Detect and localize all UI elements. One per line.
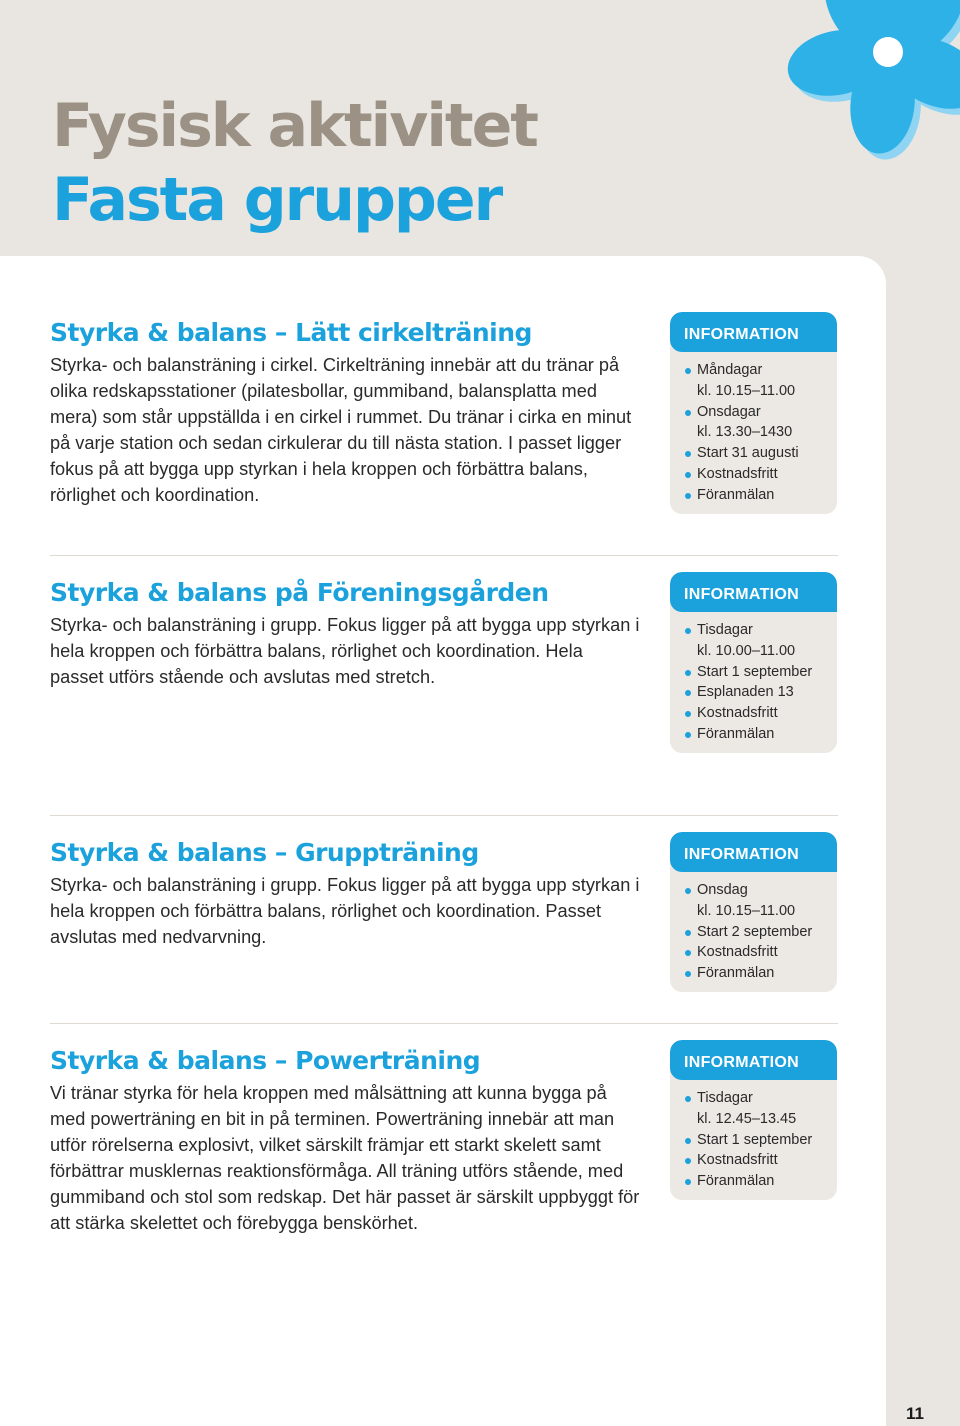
info-item-cost: Kostnadsfritt <box>684 942 837 963</box>
section-divider <box>50 555 838 556</box>
info-item-registration: Föranmälan <box>684 485 837 506</box>
info-item-location: Esplanaden 13 <box>684 682 837 703</box>
info-item-registration: Föranmälan <box>684 1171 837 1192</box>
info-list <box>670 352 837 514</box>
activity-section-foreningsgarden <box>50 578 838 742</box>
info-box <box>670 1040 837 1200</box>
info-item-start: Start 1 september <box>684 662 837 683</box>
info-box-title: INFORMATION <box>670 1040 837 1080</box>
section-heading: Styrka & balans – Lätt cirkelträning <box>50 318 532 347</box>
info-list <box>670 1080 837 1200</box>
page-title-line-1: Fysisk aktivitet <box>52 91 537 161</box>
section-description: Styrka- och balansträning i grupp. Fokus ligger på att bygga upp styrkan i hela kroppen och förbättra balans, rörlighet och koordination. Passet avslutas med nedvarvning. <box>50 875 640 947</box>
page-number: 11 <box>906 1404 924 1423</box>
info-item-cost: Kostnadsfritt <box>684 703 837 724</box>
info-box-title: INFORMATION <box>670 832 837 872</box>
info-box <box>670 312 837 514</box>
content-card <box>0 256 886 1426</box>
info-box <box>670 832 837 992</box>
info-item-start: Start 1 september <box>684 1130 837 1151</box>
info-box <box>670 572 837 753</box>
info-item-time: kl. 10.15–11.00 <box>697 902 796 919</box>
info-item-time: kl. 10.00–11.00 <box>697 642 796 659</box>
info-box-title: INFORMATION <box>670 572 837 612</box>
info-item-day: Tisdagar <box>684 620 837 641</box>
info-item-registration: Föranmälan <box>684 724 837 745</box>
info-box-title: INFORMATION <box>670 312 837 352</box>
info-list <box>670 612 837 753</box>
info-item-day: Tisdagar <box>684 1088 837 1109</box>
info-item-time: kl. 10.15–11.00 <box>697 382 796 399</box>
info-item-start: Start 31 augusti <box>684 443 837 464</box>
activity-section-powerträning <box>50 1046 838 1233</box>
info-item-start: Start 2 september <box>684 922 837 943</box>
activity-section-lätt-cirkeltraning <box>50 318 838 505</box>
section-heading: Styrka & balans på Föreningsgården <box>50 578 549 607</box>
section-heading: Styrka & balans – Gruppträning <box>50 838 479 867</box>
section-divider <box>50 1023 838 1024</box>
info-item-day: Onsdag <box>684 880 837 901</box>
info-item-time: kl. 13.30–1430 <box>697 424 793 441</box>
page-title-line-2: Fasta grupper <box>52 165 502 235</box>
section-description: Vi tränar styrka för hela kroppen med målsättning att kunna bygga på med powerträning en bit in på terminen. Powerträning innebär att man utför rörelserna explosivt, vilket särskilt främjar ett starkt skelett samt förbättrar musklernas reaktionsförmåga. All träning utförs stående, med gummiband och stol som redskap. Det här passet är särskilt uppbyggt för att stärka skelettet och förebygga benskörhet. <box>50 1083 640 1233</box>
section-divider <box>50 815 838 816</box>
info-item-cost: Kostnadsfritt <box>684 464 837 485</box>
section-description: Styrka- och balansträning i grupp. Fokus ligger på att bygga upp styrkan i hela kroppen och förbättra balans, rörlighet och koordination. Hela passet utförs stående och avslutas med stretch. <box>50 615 640 687</box>
section-description: Styrka- och balansträning i cirkel. Cirkelträning innebär att du tränar på olika redskapsstationer (pilatesbollar, gummiband, balansplatta med mera) som står uppställda i en cirkel i rummet. Du tränar i cirka en minut på varje station och sedan cirkulerar du till nästa station. I passet ligger fokus på att bygga upp styrkan i hela kroppen och förbättra balans, rörlighet och koordination. <box>50 355 632 505</box>
info-item-registration: Föranmälan <box>684 963 837 984</box>
info-item-cost: Kostnadsfritt <box>684 1150 837 1171</box>
section-heading: Styrka & balans – Powerträning <box>50 1046 481 1075</box>
info-item-day: Onsdagar <box>684 402 837 423</box>
info-list <box>670 872 837 992</box>
activity-section-gruppträning <box>50 838 838 982</box>
info-item-time: kl. 12.45–13.45 <box>697 1110 797 1127</box>
info-item-day: Måndagar <box>684 360 837 381</box>
